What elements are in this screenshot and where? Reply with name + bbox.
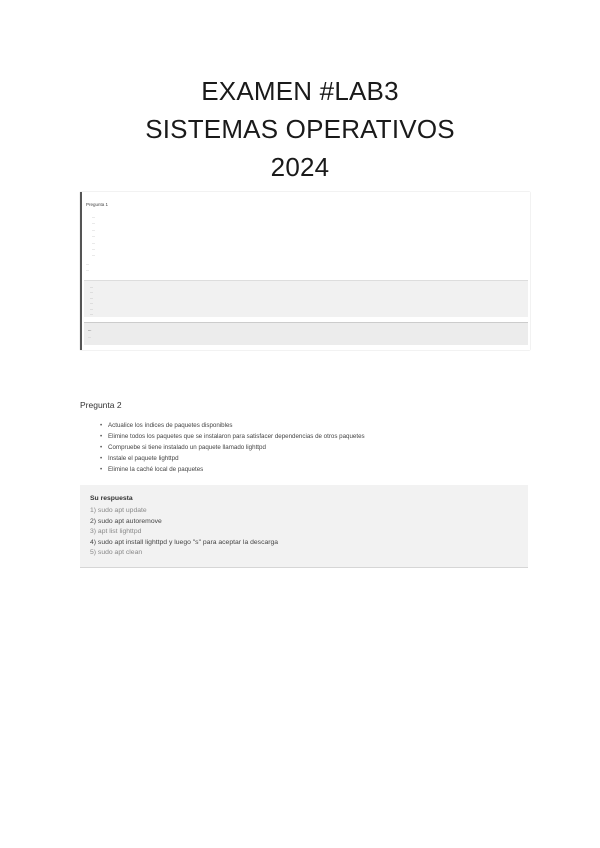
answer-line: 3) apt list lighttpd	[90, 528, 142, 535]
list-item: • Elimine todos los paquetes que se instalaron para satisfacer dependencias de otros paquetes	[102, 431, 528, 442]
answer-line: 4) sudo apt install lighttpd y luego "s" para aceptar la descarga	[90, 538, 279, 546]
question-2-task-list	[80, 420, 528, 475]
answer-line: 5) sudo apt clean	[90, 549, 143, 556]
list-item: • Elimine la caché local de paquetes	[102, 464, 528, 475]
feedback-line: ...	[88, 335, 91, 339]
title-line-course: SISTEMAS OPERATIVOS	[145, 114, 455, 144]
list-item: ...	[92, 240, 95, 245]
list-item: • Compruebe si tiene instalado un paquete llamado lighttpd	[102, 442, 528, 453]
list-item: ...	[92, 253, 95, 258]
answer-line: 2) sudo apt autoremove	[90, 517, 162, 525]
answer-line: ...	[90, 285, 93, 289]
answer-line: ...	[90, 295, 93, 300]
list-item: • Instale el paquete lighttpd	[102, 453, 528, 464]
title-line-year: 2024	[270, 152, 330, 182]
question-1-screenshot	[80, 192, 530, 350]
extra-line: ...	[86, 262, 89, 266]
answer-line: ...	[90, 290, 93, 295]
answer-line: 1) sudo apt update	[90, 507, 147, 514]
answer-line: ...	[90, 312, 93, 317]
title-line-exam: EXAMEN #LAB3	[201, 76, 399, 106]
list-item: • Actualice los índices de paquetes disponibles	[102, 420, 528, 431]
question-1-list	[92, 214, 95, 259]
list-item: ...	[92, 221, 95, 226]
question-1-title: Pregunta 1	[86, 202, 109, 207]
answer-line: ...	[90, 301, 93, 306]
question-2-answer-box	[80, 485, 528, 568]
list-item: ...	[92, 215, 95, 219]
extra-line: ...	[86, 267, 89, 272]
question-1-feedback-box	[84, 322, 528, 345]
list-item: ...	[92, 247, 95, 252]
question-1-extra	[86, 262, 89, 273]
question-1-answer-box	[84, 280, 528, 317]
feedback-heading: ...	[88, 327, 92, 332]
question-2-title: Pregunta 2	[80, 400, 122, 410]
answer-heading: Su respuesta	[90, 495, 133, 502]
document-title	[0, 72, 600, 186]
list-item: ...	[92, 234, 95, 239]
list-item: ...	[92, 227, 95, 232]
answer-line: ...	[90, 306, 93, 311]
question-2	[80, 400, 528, 568]
